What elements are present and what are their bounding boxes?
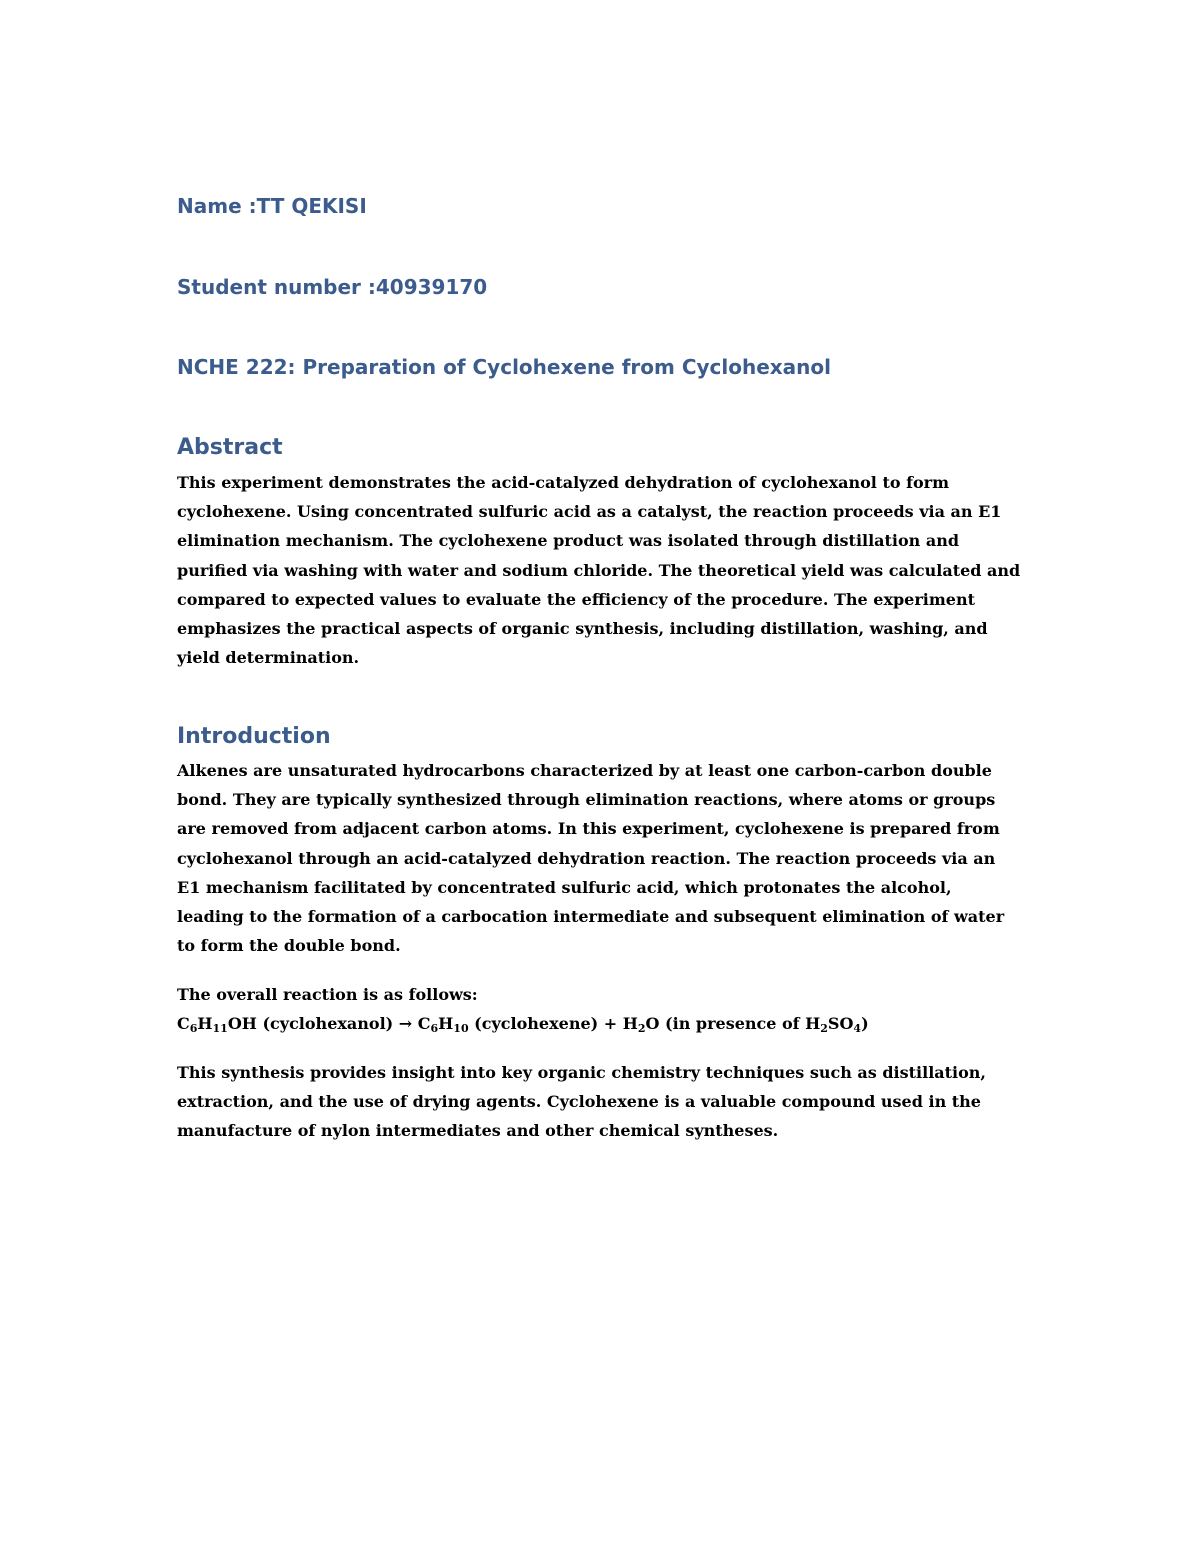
name-value: TT QEKISI [256,194,367,218]
student-name-line [177,194,367,218]
abstract-paragraph: This experiment demonstrates the acid-catalyzed dehydration of cyclohexanol to form cyclohexene. Using concentrated sulfuric acid as a catalyst, the reaction proceeds via an E1 elimination mechanism. The cyclohexene product was isolated through distillation and purified via washing with water and sodium chloride. The theoretical yield was calculated and compared to expected values to evaluate the efficiency of the procedure. The experiment emphasizes the practical aspects of organic synthesis, including distillation, washing, and yield determination. [177,473,1021,668]
reaction-equation [177,1009,1023,1038]
name-label: Name : [177,194,257,218]
eq-close: ) [861,1014,869,1033]
eq-reactant-h-sub: 11 [212,1022,228,1035]
eq-acid-so: SO [827,1014,854,1033]
eq-acid-h: H [805,1014,821,1033]
eq-reactant-h: H [197,1014,213,1033]
abstract-heading: Abstract [177,435,283,460]
eq-acid-so-sub: 4 [853,1022,862,1035]
eq-reactant-c: C [177,1014,190,1033]
report-title: NCHE 222: Preparation of Cyclohexene from Cyclohexanol [177,355,832,379]
closing-paragraph: This synthesis provides insight into key organic chemistry techniques such as distillation, extraction, and the use of drying agents. Cyclohexene is a valuable compound used in the manufacture of nylon intermediates and other chemical syntheses. [177,1063,986,1141]
eq-product-c: C [417,1014,431,1033]
eq-water-rest: O (in presence of [645,1014,806,1033]
reaction-intro-text: The overall reaction is as follows: [177,985,478,1004]
introduction-paragraph: Alkenes are unsaturated hydrocarbons characterized by at least one carbon-carbon double bond. They are typically synthesized through elimination reactions, where atoms or groups are removed from adjacent carbon atoms. In this experiment, cyclohexene is prepared from cyclohexanol through an acid-catalyzed dehydration reaction. The reaction proceeds via an E1 mechanism facilitated by concentrated sulfuric acid, which protonates the alcohol, leading to the formation of a carbocation intermediate and subsequent elimination of water to form the double bond. [177,761,1005,956]
eq-product-rest: (cyclohexene) + [468,1014,623,1033]
eq-water-h-sub: 2 [637,1022,646,1035]
student-number-value: 40939170 [375,275,488,299]
eq-product-c-sub: 6 [430,1022,439,1035]
eq-product-h-sub: 10 [453,1022,469,1035]
student-number-label: Student number : [177,275,376,299]
introduction-heading: Introduction [177,724,331,749]
eq-acid-h-sub: 2 [820,1022,828,1035]
eq-water-h: H [622,1014,638,1033]
eq-reactant-rest: OH (cyclohexanol) → [227,1014,418,1033]
eq-product-h: H [438,1014,454,1033]
student-number-line [177,275,487,299]
eq-reactant-c-sub: 6 [189,1022,198,1035]
